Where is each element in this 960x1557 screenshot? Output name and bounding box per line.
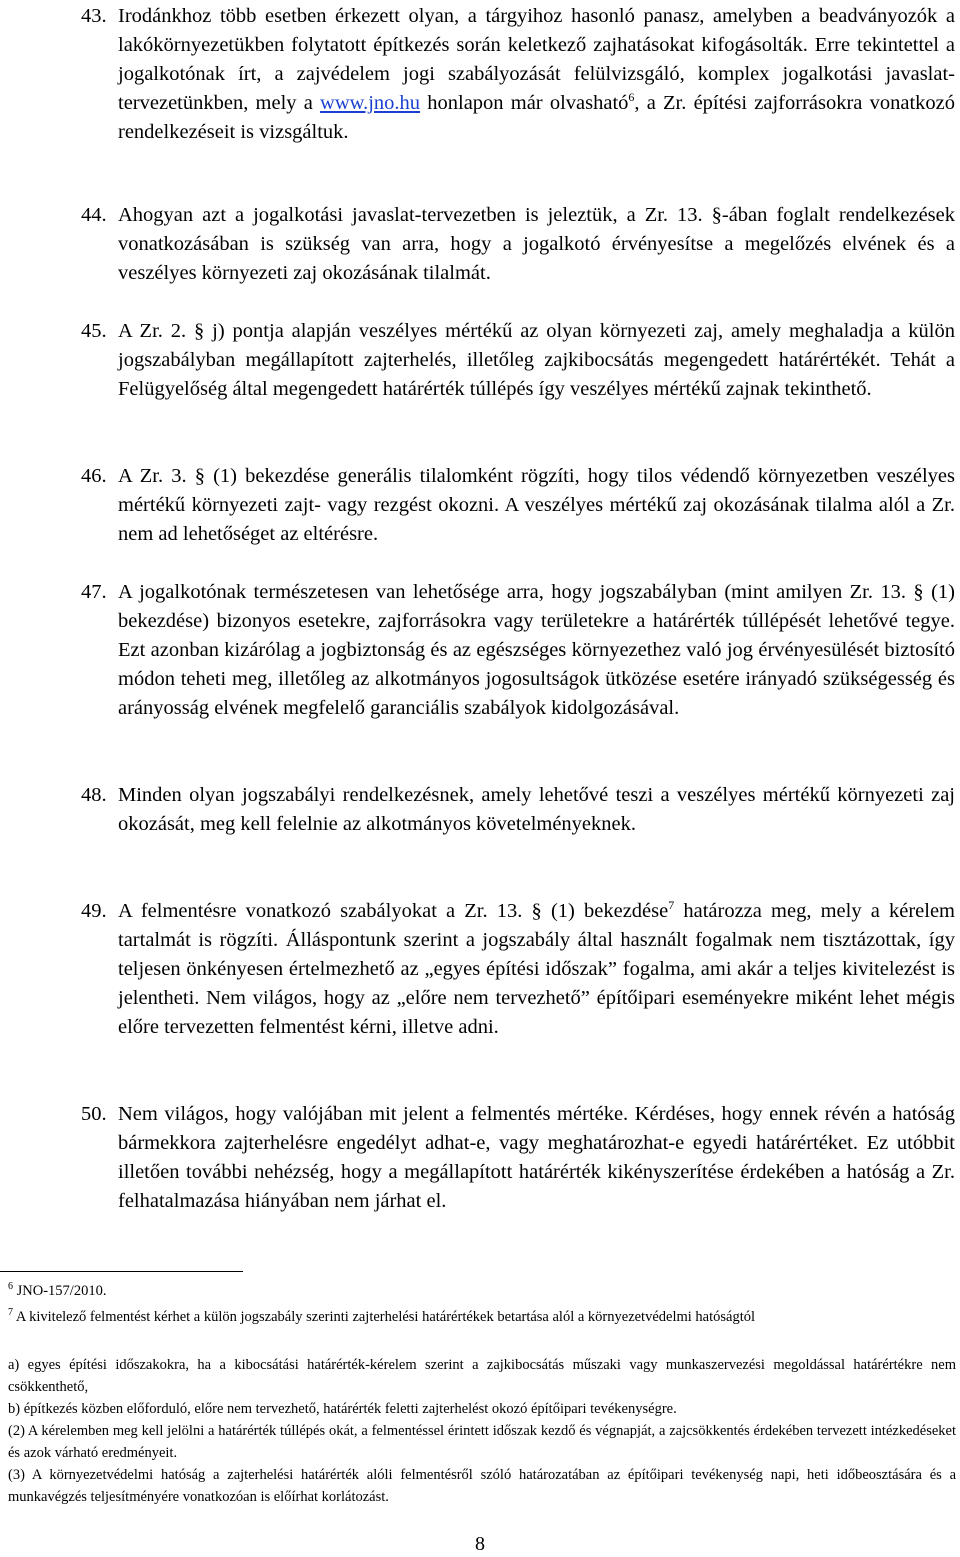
paragraph-text: Ahogyan azt a jogalkotási javaslat-tervezetben is jeleztük, a Zr. 13. §-ában foglalt rendelkezések vonatkozásában is szükség van arra, hogy a jogalkotó érvényesítse a megelőzés elvének és a veszélyes környezeti zaj okozásának tilalmát. (118, 204, 955, 284)
paragraph-number: 45. (81, 320, 107, 342)
paragraph-46 (81, 462, 955, 549)
paragraph-text: A Zr. 3. § (1) bekezdése generális tilalomként rögzíti, hogy tilos védendő környezetben veszélyes mértékű környezeti zajt- vagy rezgést okozni. A veszélyes mértékű zaj okozásának tilalma alól a Zr. nem ad lehetőséget az eltérésre. (118, 465, 955, 545)
footnote-mark: 6 (8, 1281, 13, 1293)
paragraph-45 (81, 317, 955, 404)
page-number: 8 (475, 1533, 485, 1555)
paragraph-47 (81, 578, 955, 723)
footnote-7-item-b: b) építkezés közben előforduló, előre nem tervezhető, határérték feletti zajterhelést okozó építőipari tevékenységre. (8, 1401, 677, 1417)
paragraph-number: 49. (81, 900, 107, 922)
footnote-ref-6[interactable]: 6 (628, 90, 635, 105)
paragraph-text: A felmentésre vonatkozó szabályokat a Zr. 13. § (1) bekezdése$^7$ határozza meg, mely a kérelem tartalmát is rögzíti. Álláspontunk szerint a jogszabály által használt fogalmak nem tisztázottak, így teljesen önkényesen értelmezhető az „egyes építési időszak” fogalma, ami akár a teljes kivitelezést is jelentheti. Nem világos, hogy az „előre nem tervezhető” építőipari eseményekre miként lehet mégis előre tervezetten felmentést kérni, illetve adni. (118, 898, 955, 1038)
footnote-6: $^6$ JNO-157/2010. (8, 1281, 107, 1299)
footnote-separator (0, 1271, 243, 1272)
paragraph-text: A Zr. 2. § j) pontja alapján veszélyes mértékű az olyan környezeti zaj, amely meghaladja a külön jogszabályban megállapított zajterhelés, illetőleg zajkibocsátás megengedett határértékét. Tehát a Felügyelőség által megengedett határérték túllépés így veszélyes mértékű zajnak tekinthető. (118, 320, 955, 400)
footnote-7-item-a: a) egyes építési időszakokra, ha a kibocsátási határérték-kérelem szerint a zajkibocsátás műszaki vagy munkaszervezési megoldással határértékre nem csökkenthető, (8, 1357, 956, 1395)
footnote-ref-7[interactable]: 7 (668, 898, 675, 913)
paragraph-48 (81, 781, 955, 839)
footnote-7-item-3: (3) A környezetvédelmi hatóság a zajterhelési határérték alóli felmentésről szóló határozatában az építőipari tevékenység napi, heti időbeosztására és a munkavégzés teljesítményére vonatkozóan is előírhat korlátozást. (8, 1467, 956, 1505)
paragraph-44 (81, 201, 955, 288)
footnote-7-item-2: (2) A kérelemben meg kell jelölni a határérték túllépés okát, a felmentéssel érintett időszak kezdő és végnapját, a zajcsökkentés érdekében tervezett intézkedéseket és azok várható eredményeit. (8, 1423, 956, 1461)
paragraph-text: Minden olyan jogszabályi rendelkezésnek, amely lehetővé teszi a veszélyes mértékű környezeti zaj okozását, meg kell felelnie az alkotmányos követelményeknek. (118, 784, 955, 835)
paragraph-49 (81, 897, 955, 1042)
paragraph-text: Irodánkhoz több esetben érkezett olyan, a tárgyihoz hasonló panasz, amelyben a beadványozók a lakókörnyezetükben folytatott építkezés során keletkező zajhatásokat kifogásolták. Erre tekintettel a jogalkotónak írt, a zajvédelem jogi szabályozását felülvizsgáló, komplex jogalkotási javaslat-tervezetünkben, mely a www.jno.hu honlapon már olvasható$^6$, a Zr. építési zajforrásokra vonatkozó rendelkezéseit is vizsgáltuk. (118, 5, 955, 143)
paragraph-number: 44. (81, 204, 107, 226)
paragraph-number: 48. (81, 784, 107, 806)
footnote-7: $^7$ A kivitelező felmentést kérhet a külön jogszabály szerinti zajterhelési határértékek betartása alól a környezetvédelmi hatóságtól (8, 1307, 756, 1325)
footnote-mark: 7 (8, 1307, 13, 1319)
paragraph-number: 46. (81, 465, 107, 487)
paragraph-50 (81, 1100, 955, 1216)
paragraph-number: 47. (81, 581, 107, 603)
jno-link[interactable]: www.jno.hu (320, 92, 421, 114)
paragraph-43 (81, 2, 955, 147)
paragraph-number: 43. (81, 5, 107, 27)
paragraph-text: Nem világos, hogy valójában mit jelent a felmentés mértéke. Kérdéses, hogy ennek révén a hatóság bármekkora zajterhelésre engedélyt adhat-e, vagy meghatározhat-e egyedi határértéket. Ez utóbbit illetően további nehézség, hogy a megállapított határérték kikényszerítése érdekében a hatóság a Zr. felhatalmazása hiányában nem járhat el. (118, 1103, 955, 1212)
paragraph-text: A jogalkotónak természetesen van lehetősége arra, hogy jogszabályban (mint amilyen Zr. 13. § (1) bekezdése) bizonyos esetekre, zajforrásokra vagy területekre a határérték túllépését lehetővé tegye. Ezt azonban kizárólag a jogbiztonság és az egészséges környezethez való jog érvényesülését biztosító módon teheti meg, illetőleg az alkotmányos jogosultságok ütközése esetére irányadó szükségesség és arányosság elvének megfelelő garanciális szabályok kidolgozásával. (118, 581, 955, 719)
paragraph-number: 50. (81, 1103, 107, 1125)
